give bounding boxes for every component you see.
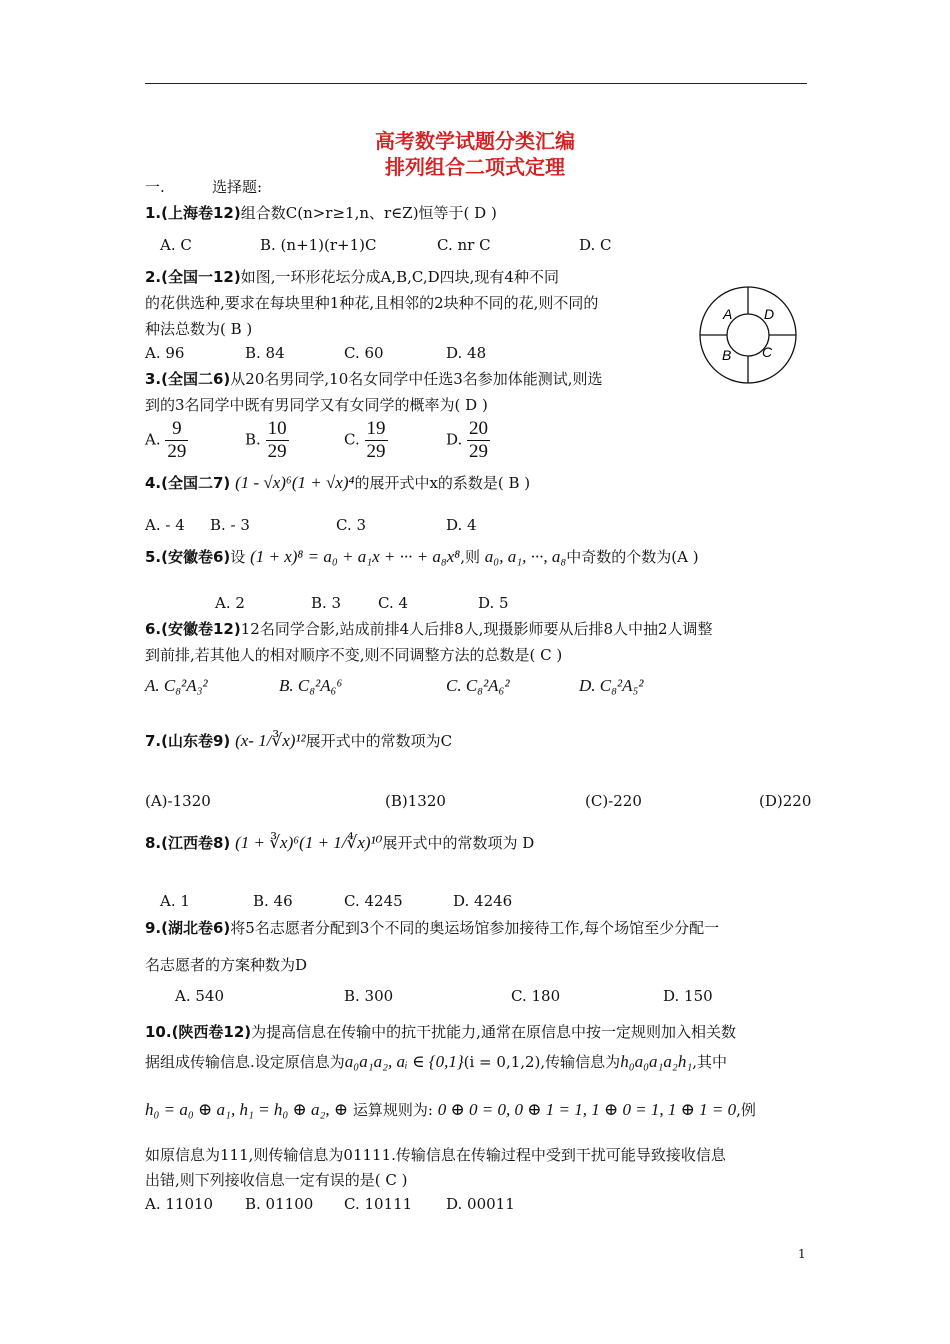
option-d: D. 48	[446, 344, 487, 362]
option-a: A. C	[160, 236, 192, 254]
option-c: C. 3	[336, 516, 367, 534]
option-c: C. 10111	[344, 1195, 413, 1213]
math-expression: (1 + ∛x)⁶(1 + 1/∜x)¹⁰	[235, 833, 383, 852]
option-label: A.	[145, 430, 161, 449]
option-d: D. 4246	[453, 892, 513, 910]
question-line: 名志愿者的方案种数为D	[145, 956, 308, 974]
numerator: 19	[366, 418, 386, 439]
option-a: A. C₈²A₃²	[145, 676, 208, 695]
option-label: B.	[245, 430, 261, 449]
option-b: (B)1320	[385, 792, 446, 810]
question-number: 4.(全国二7)	[145, 474, 231, 492]
fraction	[365, 418, 388, 463]
option-b: B. 46	[253, 892, 293, 910]
question-line: 如原信息为111,则传输信息为01111.传输信息在传输过程中受到干扰可能导致接收信息	[145, 1146, 726, 1164]
question-text: ,例	[736, 1101, 756, 1119]
option-c: C. 4245	[344, 892, 403, 910]
option-d: D. C	[579, 236, 612, 254]
option-label: D.	[446, 430, 463, 449]
option-a: A. 1	[160, 892, 190, 910]
question-line	[145, 1051, 727, 1072]
option-c: (C)-220	[585, 792, 642, 810]
option-a: A. - 4	[145, 516, 185, 534]
fraction	[165, 418, 188, 463]
option-c: C. C₈²A₆²	[446, 676, 510, 695]
option-a: A. 2	[215, 594, 245, 612]
option-a: A. 11010	[145, 1195, 214, 1213]
option-b: B. 84	[245, 344, 285, 362]
question-text: 展开式中的常数项为 D	[382, 834, 535, 852]
denominator: 29	[366, 441, 386, 462]
option-d: D. 00011	[446, 1195, 515, 1213]
math-expression: (1 + x)⁸ = a₀ + a₁x + ··· + a₈x⁸	[250, 547, 461, 566]
question-number: 2.(全国一12)	[145, 268, 241, 286]
numerator: 9	[165, 418, 188, 441]
question-number: 10.(陕西卷12)	[145, 1023, 252, 1041]
denominator: 29	[469, 441, 489, 462]
section-heading: 选择题:	[212, 178, 263, 196]
option-b: B. - 3	[210, 516, 250, 534]
page-number: 1	[798, 1247, 806, 1261]
option-c: C. 180	[511, 987, 561, 1005]
math-expression: 0 ⊕ 0 = 0, 0 ⊕ 1 = 1, 1 ⊕ 0 = 1, 1 ⊕ 1 = 0	[437, 1100, 737, 1119]
math-expression: h₀ = a₀ ⊕ a₁, h₁ = h₀ ⊕ a₂, ⊕	[145, 1100, 349, 1119]
question-line: 种法总数为( B )	[145, 320, 253, 338]
question-3	[145, 368, 603, 389]
question-number: 7.(山东卷9)	[145, 732, 231, 750]
option-a	[145, 418, 188, 463]
question-1	[145, 202, 497, 223]
math-expression: (1 - √x)⁶(1 + √x)⁴	[235, 473, 355, 492]
header-rule	[145, 83, 807, 84]
option-d	[446, 418, 490, 463]
option-d: (D)220	[759, 792, 812, 810]
question-6	[145, 618, 713, 639]
ring-flowerbed-figure	[698, 285, 798, 385]
question-text: 运算规则为:	[352, 1101, 433, 1119]
question-mid: ,则	[460, 548, 480, 566]
option-a: A. 540	[175, 987, 224, 1005]
question-line	[145, 1099, 756, 1120]
question-text: 据组成传输信息.设定原信息为	[145, 1053, 345, 1071]
numerator: 10	[267, 418, 287, 439]
question-text: 展开式中的常数项为C	[305, 732, 453, 750]
region-label-b: B	[722, 347, 732, 363]
option-d: D. 4	[446, 516, 477, 534]
option-c: C. nr C	[437, 236, 491, 254]
question-line: 为提高信息在传输中的抗干扰能力,通常在原信息中按一定规则加入相关数	[251, 1023, 736, 1041]
question-text: ,其中	[692, 1053, 728, 1071]
option-b: B. 300	[344, 987, 394, 1005]
question-line: 到的3名同学中既有男同学又有女同学的概率为( D )	[145, 396, 488, 414]
question-pre: 设	[230, 548, 246, 566]
question-text: (i = 0,1,2),传输信息为	[463, 1053, 621, 1071]
math-expression-2: a₀, a₁, ···, a₈	[484, 547, 567, 566]
numerator: 20	[469, 418, 489, 439]
question-2	[145, 266, 559, 287]
question-line: 从20名男同学,10名女同学中任选3名参加体能测试,则选	[230, 370, 603, 388]
fraction	[467, 418, 490, 463]
title-line-1: 高考数学试题分类汇编	[375, 129, 575, 153]
region-label-d: D	[764, 306, 775, 322]
option-label: C.	[344, 430, 360, 449]
question-number: 5.(安徽卷6)	[145, 548, 231, 566]
question-4	[145, 472, 530, 493]
question-line: 出错,则下列接收信息一定有误的是( C )	[145, 1171, 408, 1189]
option-c: C. 60	[344, 344, 384, 362]
question-line: 如图,一环形花坛分成A,B,C,D四块,现有4种不同	[240, 268, 559, 286]
question-8	[145, 832, 534, 853]
option-b: B. C₈²A₆⁶	[279, 676, 343, 695]
question-line: 将5名志愿者分配到3个不同的奥运场馆参加接待工作,每个场馆至少分配一	[230, 919, 720, 937]
question-number: 6.(安徽卷12)	[145, 620, 241, 638]
section-label: 一.	[145, 178, 165, 196]
option-b: B. 01100	[245, 1195, 314, 1213]
math-expression: h₀a₀a₁a₂h₁	[620, 1052, 693, 1071]
fraction	[266, 418, 289, 463]
option-b: B. (n+1)(r+1)C	[260, 236, 377, 254]
question-7	[145, 730, 452, 751]
question-5	[145, 546, 699, 567]
question-line: 12名同学合影,站成前排4人后排8人,现摄影师要从后排8人中抽2人调整	[240, 620, 713, 638]
option-b: B. 3	[311, 594, 342, 612]
question-10	[145, 1021, 736, 1042]
question-number: 3.(全国二6)	[145, 370, 231, 388]
question-number: 9.(湖北卷6)	[145, 919, 231, 937]
question-text: 组合数C(n>r≥1,n、r∈Z)恒等于( D )	[240, 204, 497, 222]
question-number: 8.(江西卷8)	[145, 834, 231, 852]
option-c: C. 4	[378, 594, 409, 612]
option-b	[245, 418, 289, 463]
question-text: 中奇数的个数为(A )	[566, 548, 699, 566]
option-d: D. C₈²A₅²	[579, 676, 644, 695]
question-number: 1.(上海卷12)	[145, 204, 241, 222]
option-a: A. 96	[145, 344, 185, 362]
title-line-2: 排列组合二项式定理	[385, 155, 565, 179]
question-9	[145, 917, 719, 938]
region-label-a: A	[723, 306, 733, 322]
question-line: 到前排,若其他人的相对顺序不变,则不同调整方法的总数是( C )	[145, 646, 563, 664]
option-d: D. 5	[478, 594, 509, 612]
math-expression: a₀a₁a₂, aᵢ ∈ {0,1}	[344, 1052, 464, 1071]
denominator: 29	[267, 441, 287, 462]
math-expression: (x- 1/∛x)¹²	[235, 731, 306, 750]
question-text: 的展开式中x的系数是( B )	[354, 474, 531, 492]
region-label-c: C	[762, 344, 773, 360]
question-line: 的花供选种,要求在每块里种1种花,且相邻的2块种不同的花,则不同的	[145, 294, 599, 312]
option-a: (A)-1320	[145, 792, 211, 810]
option-d: D. 150	[663, 987, 713, 1005]
option-c	[344, 418, 388, 463]
denominator: 29	[167, 441, 187, 462]
